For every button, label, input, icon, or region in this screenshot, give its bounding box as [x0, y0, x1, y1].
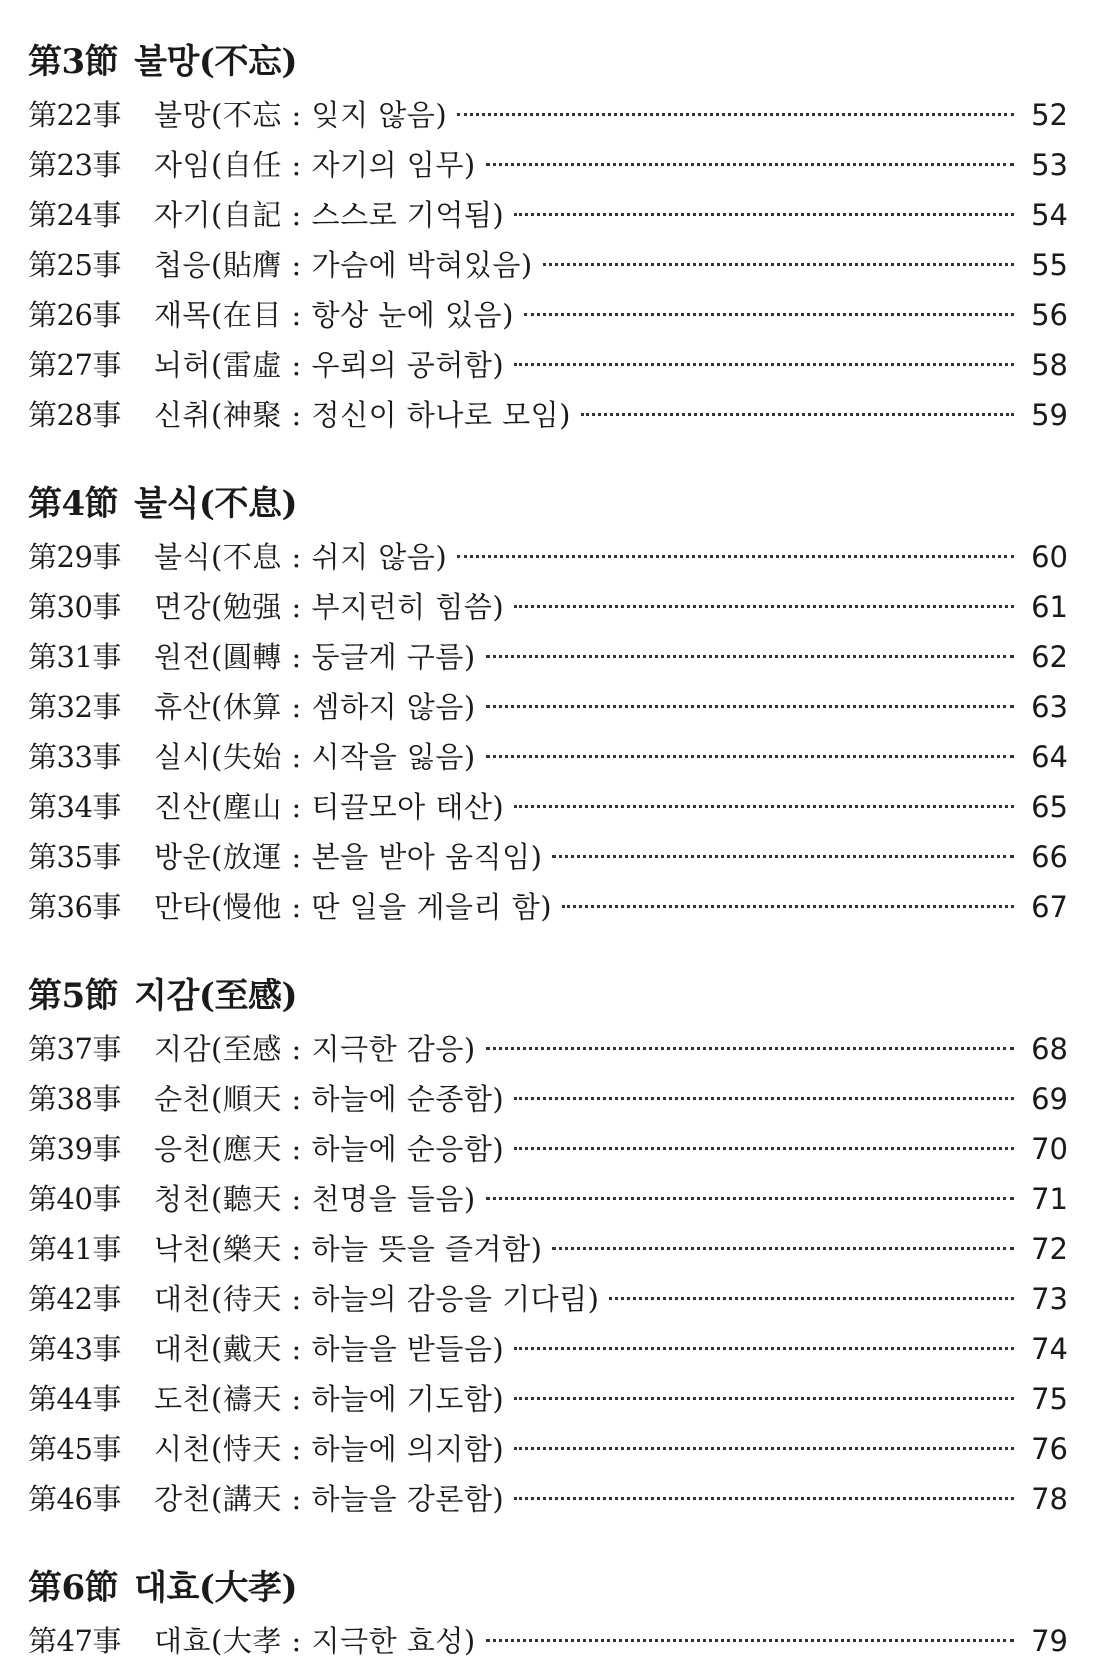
- toc-entry[interactable]: [28, 340, 1068, 390]
- entry-number: 第29事: [28, 540, 121, 574]
- entry-title: 첩응(貼膺 : 가슴에 박혀있음): [154, 248, 533, 282]
- dot-leader: [514, 363, 1014, 366]
- dot-leader: [486, 655, 1014, 658]
- page-number: 67: [1031, 890, 1068, 924]
- toc-entry[interactable]: [28, 190, 1068, 240]
- dot-leader: [514, 1397, 1014, 1400]
- entry-number: 第44事: [28, 1382, 121, 1416]
- dot-leader: [514, 805, 1014, 808]
- dot-leader: [457, 555, 1014, 558]
- entry-title: 방운(放運 : 본을 받아 움직임): [154, 840, 543, 874]
- toc-section: [28, 480, 1068, 932]
- entry-number: 第42事: [28, 1282, 121, 1316]
- toc-entry[interactable]: [28, 632, 1068, 682]
- page-number: 73: [1031, 1282, 1068, 1316]
- entry-number: 第32事: [28, 690, 121, 724]
- entry-number: 第37事: [28, 1032, 121, 1066]
- entry-number: 第28事: [28, 398, 121, 432]
- entry-number: 第46事: [28, 1482, 121, 1516]
- toc-entry[interactable]: [28, 1024, 1068, 1074]
- entry-number: 第27事: [28, 348, 121, 382]
- section-heading: [28, 480, 1068, 528]
- entry-title: 청천(聽天 : 천명을 들음): [154, 1182, 476, 1216]
- entry-title: 면강(勉强 : 부지런히 힘씀): [154, 590, 505, 624]
- entry-title: 실시(失始 : 시작을 잃음): [154, 740, 476, 774]
- entry-title: 자기(自記 : 스스로 기억됨): [154, 198, 505, 232]
- page-number: 61: [1031, 590, 1068, 624]
- dot-leader: [514, 1447, 1014, 1450]
- entry-title: 만타(慢他 : 딴 일을 게을리 함): [154, 890, 553, 924]
- entry-number: 第45事: [28, 1432, 121, 1466]
- dot-leader: [514, 1097, 1014, 1100]
- dot-leader: [457, 113, 1014, 116]
- page-number: 71: [1031, 1182, 1068, 1216]
- entry-number: 第22事: [28, 98, 121, 132]
- dot-leader: [486, 163, 1014, 166]
- page-number: 75: [1031, 1382, 1068, 1416]
- toc-entry[interactable]: [28, 1224, 1068, 1274]
- entry-number: 第43事: [28, 1332, 121, 1366]
- section-title: 불식(不息): [134, 484, 298, 524]
- section-heading: [28, 38, 1068, 86]
- entry-number: 第35事: [28, 840, 121, 874]
- entry-title: 낙천(樂天 : 하늘 뜻을 즐겨함): [154, 1232, 543, 1266]
- page-number: 58: [1031, 348, 1068, 382]
- toc-entry[interactable]: [28, 390, 1068, 440]
- section-number: 第6節: [28, 1568, 119, 1608]
- page-number: 56: [1031, 298, 1068, 332]
- page-number: 66: [1031, 840, 1068, 874]
- section-title: 불망(不忘): [134, 42, 298, 82]
- toc-section: [28, 972, 1068, 1524]
- page-number: 62: [1031, 640, 1068, 674]
- toc-entry[interactable]: [28, 682, 1068, 732]
- section-heading: [28, 972, 1068, 1020]
- entry-title: 도천(禱天 : 하늘에 기도함): [154, 1382, 505, 1416]
- entry-title: 불식(不息 : 쉬지 않음): [154, 540, 448, 574]
- page-number: 79: [1031, 1624, 1068, 1658]
- page-number: 54: [1031, 198, 1068, 232]
- toc-entry[interactable]: [28, 1474, 1068, 1524]
- entry-title: 순천(順天 : 하늘에 순종함): [154, 1082, 505, 1116]
- section-number: 第3節: [28, 42, 119, 82]
- entry-number: 第25事: [28, 248, 121, 282]
- entry-title: 신취(神聚 : 정신이 하나로 모임): [154, 398, 571, 432]
- entry-number: 第40事: [28, 1182, 121, 1216]
- dot-leader: [581, 413, 1014, 416]
- toc-entry[interactable]: [28, 140, 1068, 190]
- section-heading: [28, 1564, 1068, 1612]
- entry-number: 第36事: [28, 890, 121, 924]
- entry-title: 지감(至感 : 지극한 감응): [154, 1032, 476, 1066]
- entry-title: 휴산(休算 : 셈하지 않음): [154, 690, 476, 724]
- toc-entry[interactable]: [28, 1124, 1068, 1174]
- dot-leader: [552, 855, 1014, 858]
- entry-number: 第34事: [28, 790, 121, 824]
- page-number: 60: [1031, 540, 1068, 574]
- entry-title: 시천(恃天 : 하늘에 의지함): [154, 1432, 505, 1466]
- toc-entry[interactable]: [28, 782, 1068, 832]
- toc-entry[interactable]: [28, 90, 1068, 140]
- toc-entry[interactable]: [28, 1616, 1068, 1666]
- toc-entry[interactable]: [28, 582, 1068, 632]
- toc-entry[interactable]: [28, 1424, 1068, 1474]
- toc-section: [28, 1564, 1068, 1666]
- entry-number: 第24事: [28, 198, 121, 232]
- entry-title: 대천(待天 : 하늘의 감응을 기다림): [154, 1282, 600, 1316]
- entry-number: 第39事: [28, 1132, 121, 1166]
- toc-entry[interactable]: [28, 732, 1068, 782]
- section-number: 第5節: [28, 976, 119, 1016]
- entry-number: 第23事: [28, 148, 121, 182]
- dot-leader: [486, 1197, 1014, 1200]
- entry-title: 자임(自任 : 자기의 임무): [154, 148, 476, 182]
- entry-number: 第38事: [28, 1082, 121, 1116]
- entry-title: 응천(應天 : 하늘에 순응함): [154, 1132, 505, 1166]
- toc-entry[interactable]: [28, 1324, 1068, 1374]
- toc-entry[interactable]: [28, 882, 1068, 932]
- toc-entry[interactable]: [28, 832, 1068, 882]
- dot-leader: [514, 605, 1014, 608]
- toc-entry[interactable]: [28, 1174, 1068, 1224]
- entry-title: 불망(不忘 : 잊지 않음): [154, 98, 448, 132]
- dot-leader: [609, 1297, 1014, 1300]
- entry-title: 재목(在目 : 항상 눈에 있음): [154, 298, 514, 332]
- entry-number: 第31事: [28, 640, 121, 674]
- entry-title: 진산(塵山 : 티끌모아 태산): [154, 790, 505, 824]
- entry-title: 뇌허(雷虛 : 우뢰의 공허함): [154, 348, 505, 382]
- entry-title: 대천(戴天 : 하늘을 받들음): [154, 1332, 505, 1366]
- page-number: 63: [1031, 690, 1068, 724]
- page-number: 76: [1031, 1432, 1068, 1466]
- dot-leader: [524, 313, 1014, 316]
- toc-entry[interactable]: [28, 1074, 1068, 1124]
- entry-number: 第30事: [28, 590, 121, 624]
- page-number: 74: [1031, 1332, 1068, 1366]
- page-number: 70: [1031, 1132, 1068, 1166]
- entry-title: 대효(大孝 : 지극한 효성): [154, 1624, 476, 1658]
- toc-entry[interactable]: [28, 240, 1068, 290]
- page-number: 52: [1031, 98, 1068, 132]
- page-number: 72: [1031, 1232, 1068, 1266]
- dot-leader: [543, 263, 1014, 266]
- page-number: 55: [1031, 248, 1068, 282]
- page-number: 64: [1031, 740, 1068, 774]
- table-of-contents: [28, 38, 1068, 1666]
- dot-leader: [514, 213, 1014, 216]
- page-number: 65: [1031, 790, 1068, 824]
- dot-leader: [486, 1639, 1014, 1642]
- dot-leader: [486, 755, 1014, 758]
- section-title: 지감(至感): [134, 976, 298, 1016]
- dot-leader: [552, 1247, 1014, 1250]
- entry-title: 원전(圓轉 : 둥글게 구름): [154, 640, 476, 674]
- entry-number: 第41事: [28, 1232, 121, 1266]
- dot-leader: [514, 1347, 1014, 1350]
- page-number: 78: [1031, 1482, 1068, 1516]
- dot-leader: [486, 1047, 1014, 1050]
- entry-number: 第26事: [28, 298, 121, 332]
- section-title: 대효(大孝): [134, 1568, 298, 1608]
- dot-leader: [514, 1147, 1014, 1150]
- page-number: 53: [1031, 148, 1068, 182]
- entry-number: 第33事: [28, 740, 121, 774]
- section-number: 第4節: [28, 484, 119, 524]
- entry-number: 第47事: [28, 1624, 121, 1658]
- toc-entry[interactable]: [28, 1374, 1068, 1424]
- dot-leader: [562, 905, 1014, 908]
- page-number: 69: [1031, 1082, 1068, 1116]
- page-number: 59: [1031, 398, 1068, 432]
- toc-entry[interactable]: [28, 1274, 1068, 1324]
- page-number: 68: [1031, 1032, 1068, 1066]
- dot-leader: [486, 705, 1014, 708]
- toc-section: [28, 38, 1068, 440]
- dot-leader: [514, 1497, 1014, 1500]
- entry-title: 강천(講天 : 하늘을 강론함): [154, 1482, 505, 1516]
- toc-entry[interactable]: [28, 532, 1068, 582]
- toc-entry[interactable]: [28, 290, 1068, 340]
